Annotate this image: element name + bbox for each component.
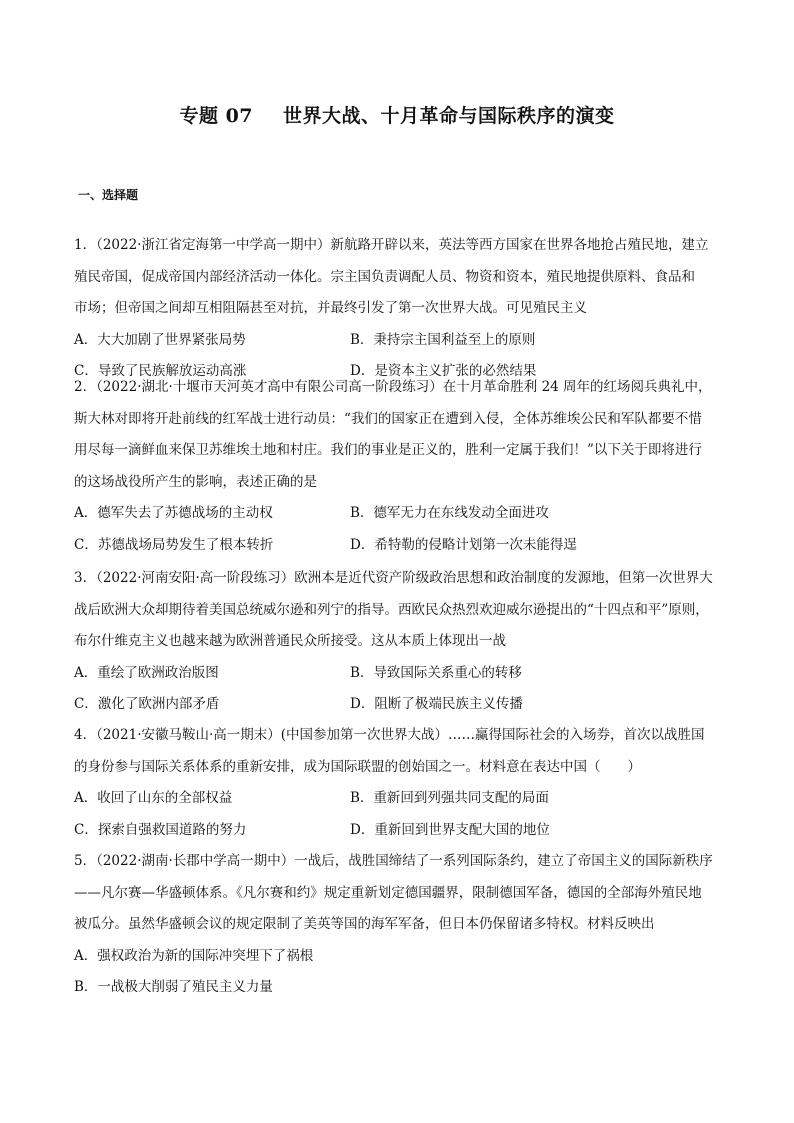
question-3 <box>74 563 724 721</box>
option-c: C．苏德战场局势发生了根本转折 <box>74 536 274 553</box>
options-row <box>74 689 724 721</box>
question-2 <box>74 372 724 561</box>
options-row <box>74 530 724 562</box>
question-line: 斯大林对即将开赴前线的红军战士进行动员：“我们的国家正在遭到入侵，全体苏维埃公民和军队都要不惜 <box>74 410 702 427</box>
title-text: 世界大战、十月革命与国际秩序的演变 <box>283 105 615 127</box>
title-number: 专题 07 <box>179 105 254 127</box>
question-line: 4．（2021·安徽马鞍山·高一期末）(中国参加第一次世界大战）……赢得国际社会的入场券，首次以战胜国 <box>74 727 705 743</box>
question-line: 的身份参与国际关系体系的重新安排，成为国际联盟的创始国之一。材料意在表达中国（ ） <box>74 758 641 775</box>
question-line: 战后欧洲大众却期待着美国总统威尔逊和列宁的指导。西欧民众热烈欢迎威尔逊提出的“十四点和平”原则， <box>74 601 709 618</box>
question-line: 用尽每一滴鲜血来保卫苏维埃土地和村庄。我们的事业是正义的，胜利一定属于我们！”以下关于即将进行 <box>74 442 702 458</box>
options-row <box>74 498 724 530</box>
option-c: C．探索自强救国道路的努力 <box>74 821 247 838</box>
page-title <box>0 101 794 128</box>
question-line: 殖民帝国，促成帝国内部经济活动一体化。宗主国负责调配人员、物资和资本，殖民地提供原料、食品和 <box>74 268 695 285</box>
option-b: B．德军无力在东线发动全面进攻 <box>350 505 549 521</box>
question-line: 3．（2022·河南安阳·高一阶段练习）欧洲本是近代资产阶级政治思想和政治制度的发源地，但第一次世界大 <box>74 570 713 586</box>
question-line: 2．（2022·湖北·十堰市天河英才高中有限公司高一阶段练习）在十月革命胜利 24 周年的红场阅兵典礼中， <box>74 379 712 395</box>
options-row <box>74 658 724 690</box>
option-d: D．是资本主义扩张的必然结果 <box>350 363 537 379</box>
option-b: B．导致国际关系重心的转移 <box>350 664 522 681</box>
option-a: A．大大加剧了世界紧张局势 <box>74 331 246 348</box>
question-line: 1．（2022·浙江省定海第一中学高一期中）新航路开辟以来，英法等西方国家在世界各地抢占殖民地，建立 <box>74 237 709 253</box>
options-row <box>74 783 724 815</box>
option-b: B．秉持宗主国利益至上的原则 <box>350 331 536 348</box>
question-line: 5．（2022·湖南·长郡中学高一期中）一战后，战胜国缔结了一系列国际条约，建立了帝国主义的国际新秩序 <box>74 853 713 869</box>
option-b: B．重新回到列强共同支配的局面 <box>350 790 549 806</box>
options-row <box>74 815 724 847</box>
question-1 <box>74 230 724 388</box>
option-d: D．阻断了极端民族主义传播 <box>350 696 523 712</box>
option-a: A．德军失去了苏德战场的主动权 <box>74 505 273 521</box>
option-a: A．收回了山东的全部权益 <box>74 790 233 806</box>
option-a: A．强权政治为新的国际冲突埋下了祸根 <box>74 947 314 964</box>
question-line: 市场；但帝国之间却互相阻隔甚至对抗，并最终引发了第一次世界大战。可见殖民主义 <box>74 300 587 316</box>
option-a: A．重绘了欧洲政治版图 <box>74 664 219 681</box>
option-b: B．一战极大削弱了殖民主义力量 <box>74 979 273 995</box>
question-line: ——凡尔赛—华盛顿体系。《凡尔赛和约》规定重新划定德国疆界，限制德国军备，德国的全部海外殖民地 <box>74 884 702 901</box>
option-d: D．重新回到世界支配大国的地位 <box>350 821 550 838</box>
question-line: 布尔什维克主义也越来越为欧洲普通民众所接受。这从本质上体现出一战 <box>74 633 506 649</box>
option-d: D．希特勒的侵略计划第一次未能得逞 <box>350 536 577 553</box>
option-c: C．导致了民族解放运动高涨 <box>74 363 247 379</box>
question-5 <box>74 846 724 1004</box>
question-line: 的这场战役所产生的影响，表述正确的是 <box>74 473 317 490</box>
question-line: 被瓜分。虽然华盛顿会议的规定限制了美英等国的海军军备，但日本仍保留诸多特权。材料反映出 <box>74 916 655 932</box>
options-row <box>74 325 724 357</box>
option-c: C．激化了欧洲内部矛盾 <box>74 696 220 712</box>
section-heading: 一、选择题 <box>78 188 139 202</box>
question-4 <box>74 720 724 846</box>
